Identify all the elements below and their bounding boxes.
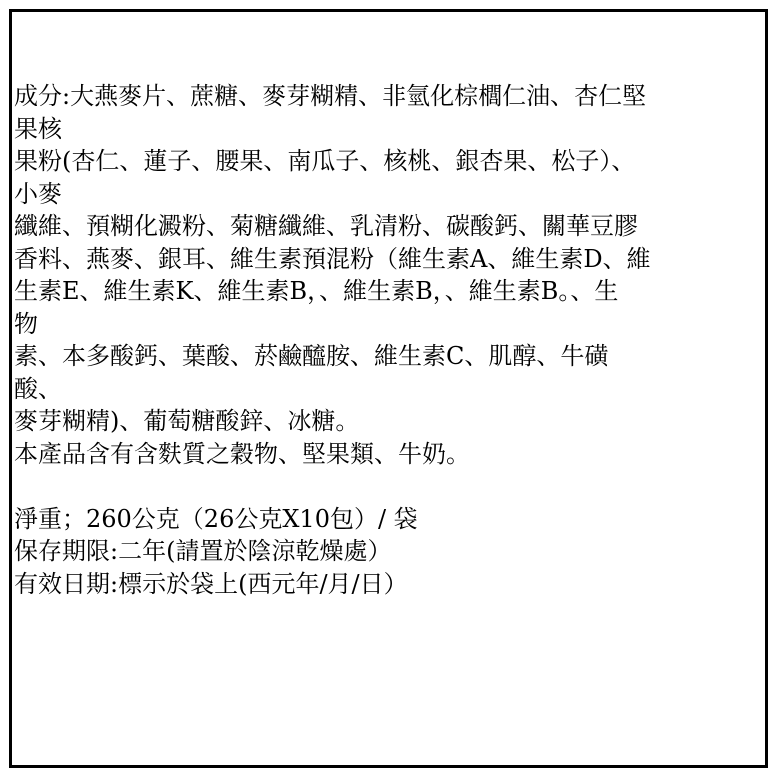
text-line: 成分:大燕麥片、蔗糖、麥芽糊精、非氫化棕櫚仁油、杏仁堅 — [14, 82, 647, 110]
text-line: 物 — [14, 309, 38, 338]
text-line: 小麥 — [14, 179, 62, 208]
blank-line — [14, 470, 765, 503]
ingredient-text-block — [12, 80, 765, 600]
text-line: 果粉(杏仁、蓮子、腰果、南瓜子、核桃、銀杏果、松子）、 — [14, 147, 636, 175]
text-line: 果核 — [14, 114, 62, 143]
allergen-statement: 本產品含有含麩質之穀物、堅果類、牛奶。 — [14, 439, 470, 468]
text-line: 酸、 — [14, 374, 62, 403]
text-line: 生素E、維生素K、維生素B，、維生素B，、維生素B。、生 — [14, 277, 619, 305]
expiry-date: 有效日期:標示於袋上(西元年/月/日） — [14, 569, 408, 598]
label-frame — [9, 9, 768, 768]
text-line: 纖維、預糊化澱粉、菊糖纖維、乳清粉、碳酸鈣、關華豆膠 — [14, 212, 638, 240]
text-line: 香料、燕麥、銀耳、維生素預混粉（維生素A、維生素D、維 — [14, 244, 651, 273]
text-line: 麥芽糊精)、葡萄糖酸鋅、冰糖。 — [14, 407, 360, 435]
shelf-life: 保存期限:二年(請置於陰涼乾燥處） — [14, 537, 392, 565]
net-weight: 淨重；260公克（26公克X10包）/ 袋 — [14, 504, 418, 533]
text-line: 素、本多酸鈣、葉酸、菸鹼醯胺、維生素C、肌醇、牛磺 — [14, 342, 609, 370]
